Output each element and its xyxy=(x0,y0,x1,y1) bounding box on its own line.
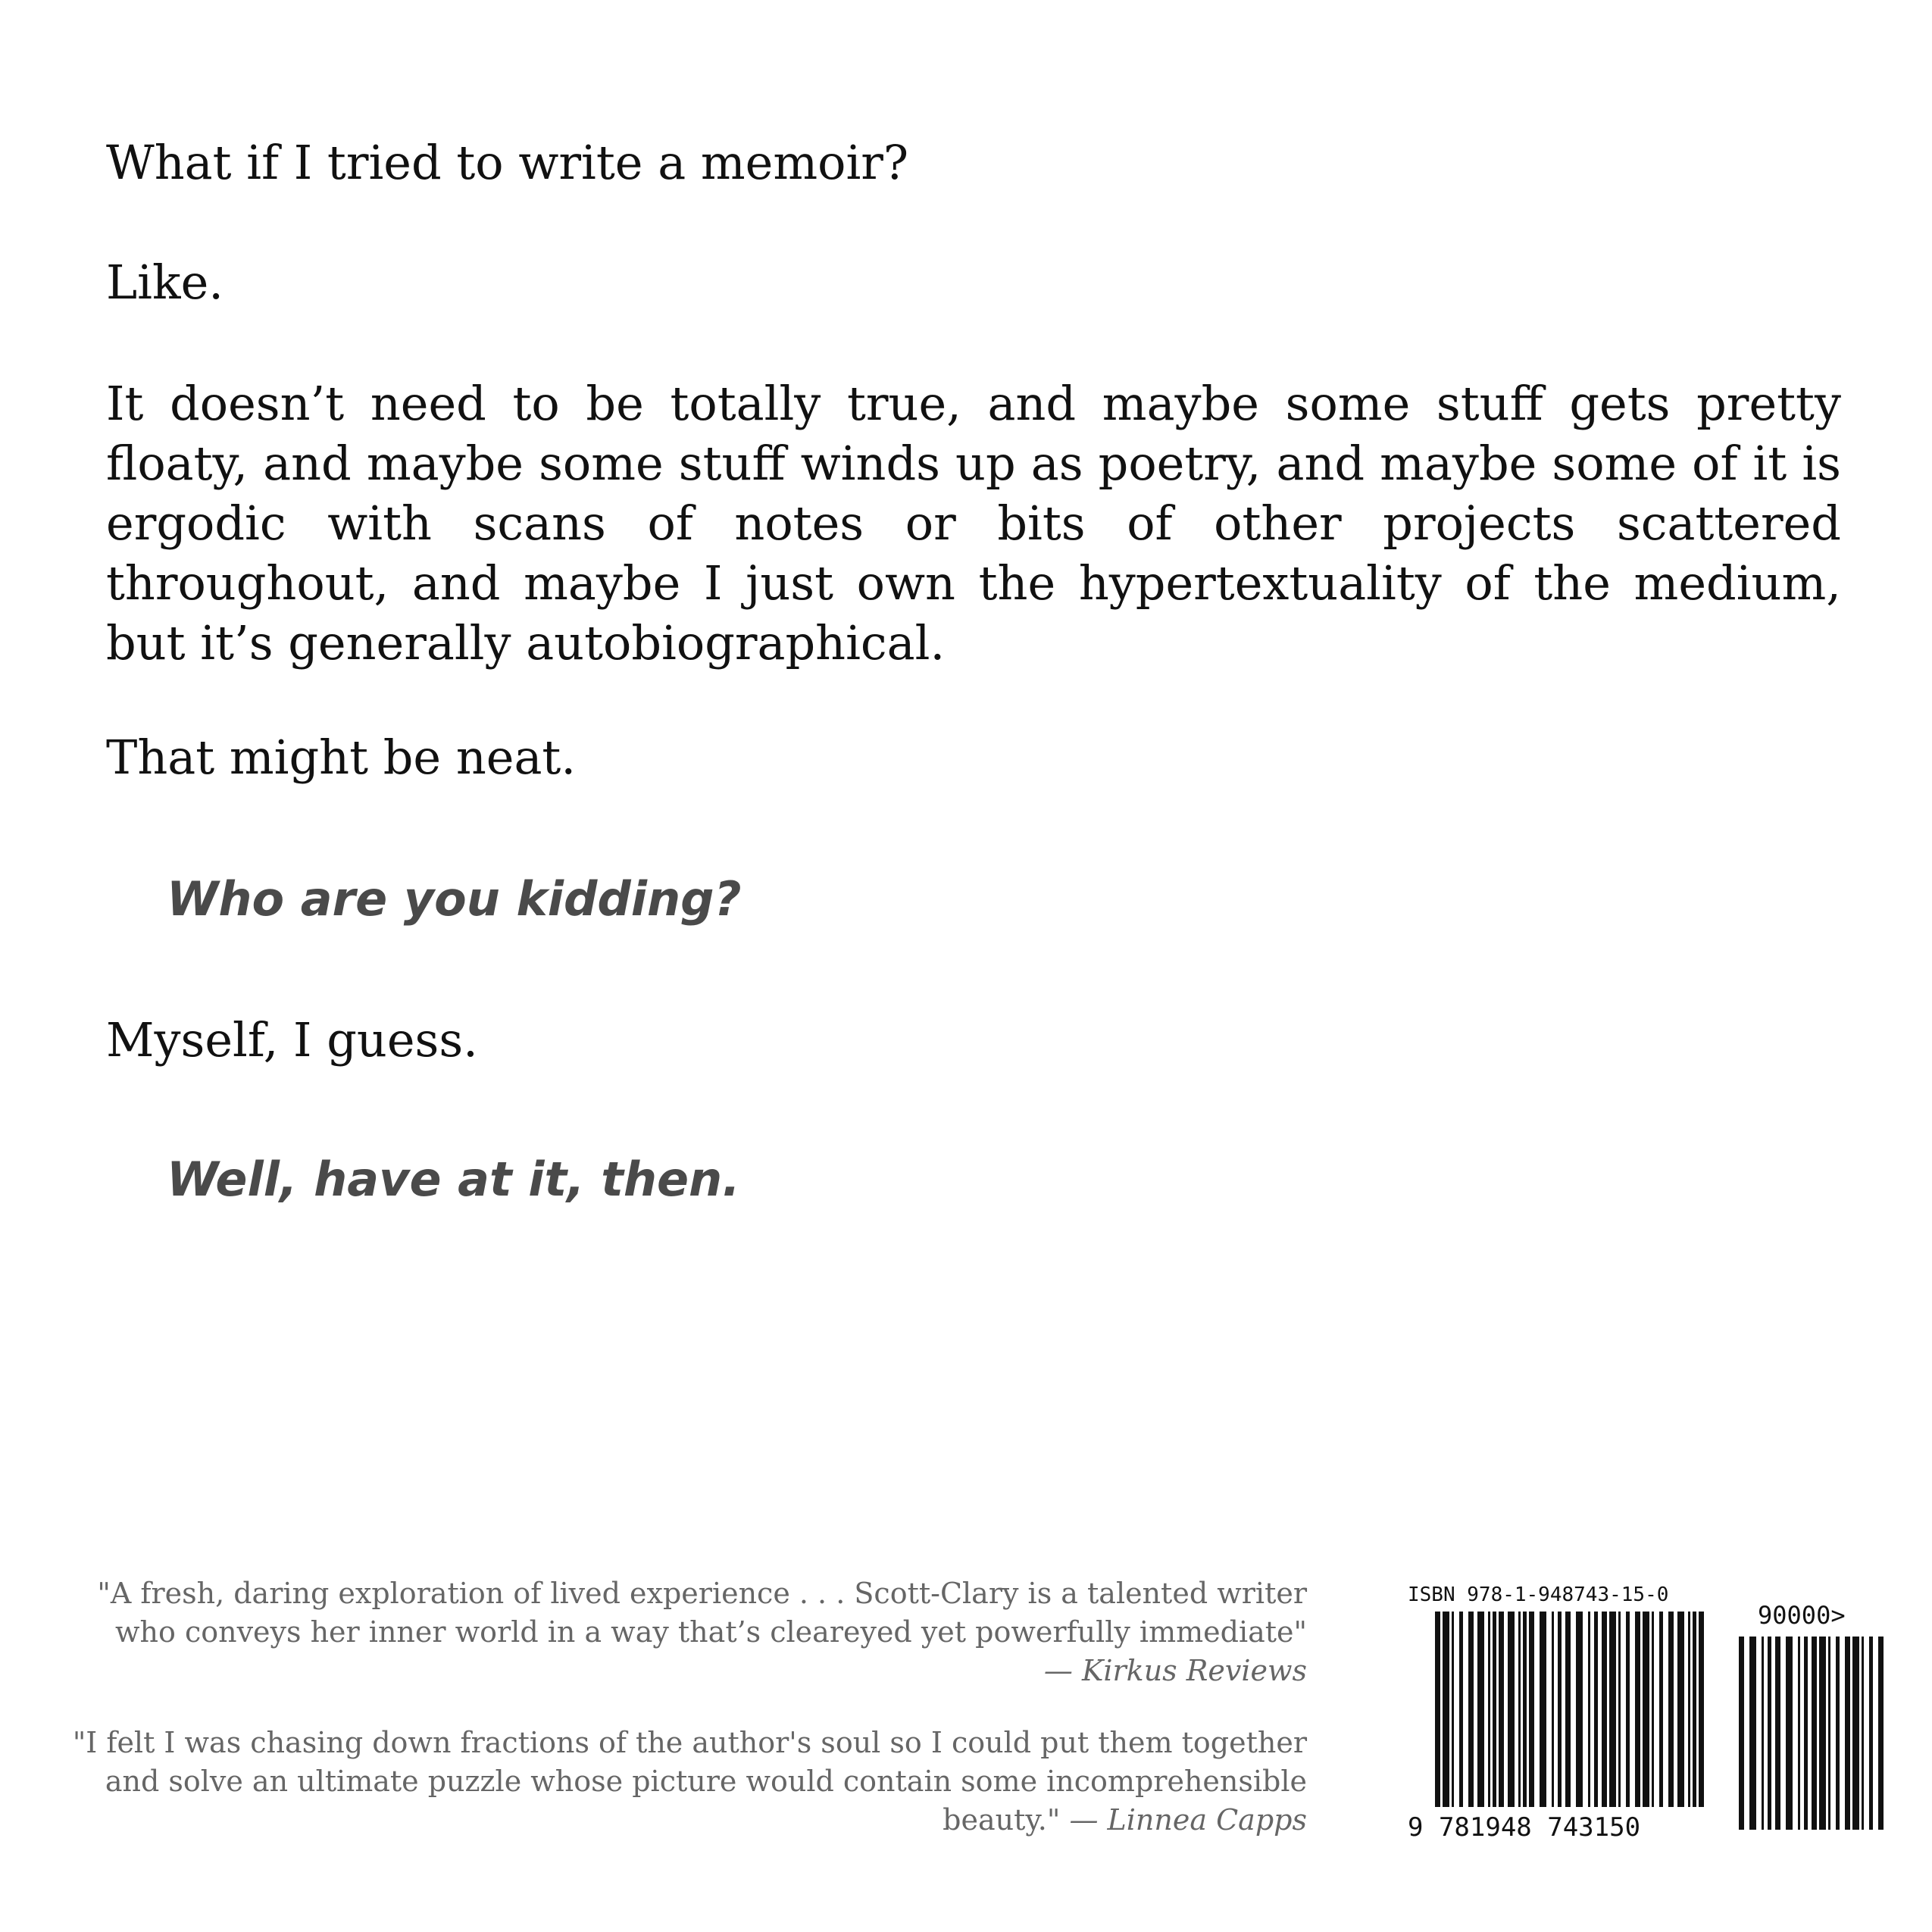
blurb-kirkus xyxy=(57,1574,1307,1690)
barcode-bar xyxy=(1493,1612,1496,1807)
barcode-bar xyxy=(1540,1612,1546,1807)
barcode-bar xyxy=(1668,1612,1674,1807)
barcode-bar xyxy=(1529,1612,1534,1807)
barcode-bar xyxy=(1862,1637,1864,1830)
neat-line: That might be neat. xyxy=(106,730,577,785)
barcode-bar xyxy=(1552,1612,1554,1807)
barcode-bar xyxy=(1558,1612,1562,1807)
barcode-bar xyxy=(1869,1637,1873,1830)
barcode-bar xyxy=(1786,1637,1793,1830)
barcode-bar xyxy=(1523,1612,1527,1807)
main-digits: 9 781948 743150 xyxy=(1408,1812,1641,1843)
memoir-paragraph: It doesn’t need to be totally true, and maybe some stuff gets pretty floaty, and maybe some stuff winds up as poetry, and maybe some of it is ergodic with scans of notes or bits of other projects scattered throughout, and maybe I just own the hypertextuality of the medium, but it’s generally autobiographical. xyxy=(106,376,1841,671)
barcode-bar xyxy=(1878,1637,1884,1830)
isbn-barcode xyxy=(1402,1580,1894,1845)
inner-voice-reply: Well, have at it, then. xyxy=(167,1152,740,1207)
blurb-capps-source: — Linnea Capps xyxy=(1069,1803,1307,1837)
barcode-bar xyxy=(1659,1612,1663,1807)
barcode-bar xyxy=(1804,1637,1808,1830)
barcode-bar xyxy=(1688,1612,1690,1807)
main-barcode-bars xyxy=(1435,1612,1704,1807)
barcode-bar xyxy=(1852,1637,1859,1830)
barcode-bar xyxy=(1836,1637,1840,1830)
barcode-bar xyxy=(1477,1612,1484,1807)
barcode-bar xyxy=(1845,1637,1850,1830)
barcode-bar xyxy=(1643,1612,1649,1807)
blurb-capps xyxy=(57,1724,1307,1840)
inner-voice-question: Who are you kidding? xyxy=(167,871,742,927)
barcode-bar xyxy=(1452,1612,1454,1807)
myself-line: Myself, I guess. xyxy=(106,1012,478,1068)
barcode-bar xyxy=(1435,1612,1440,1807)
barcode-bar xyxy=(1635,1612,1640,1807)
barcode-bar xyxy=(1626,1612,1630,1807)
barcode-bar xyxy=(1488,1612,1490,1807)
barcode-bar xyxy=(1775,1637,1780,1830)
barcode-bar xyxy=(1565,1612,1571,1807)
barcode-bar xyxy=(1699,1612,1704,1807)
barcode-bar xyxy=(1468,1612,1474,1807)
barcode-bar xyxy=(1443,1612,1449,1807)
blurb-kirkus-source: — Kirkus Reviews xyxy=(1043,1654,1307,1687)
barcode-bar xyxy=(1819,1637,1826,1830)
barcode-bar xyxy=(1812,1637,1817,1830)
barcode-bar xyxy=(1652,1612,1654,1807)
barcode-graphic xyxy=(1402,1580,1894,1845)
barcode-bar xyxy=(1508,1612,1515,1807)
blurb-capps-quote: "I felt I was chasing down fractions of the author's soul so I could put them together and solve an ultimate puzzle whose picture would contain some incomprehensible beauty." xyxy=(72,1726,1307,1837)
barcode-bar xyxy=(1693,1612,1696,1807)
barcode-bar xyxy=(1768,1637,1771,1830)
addon-digits: 90000> xyxy=(1758,1601,1846,1630)
barcode-bar xyxy=(1749,1637,1756,1830)
barcode-bar xyxy=(1798,1637,1800,1830)
barcode-bar xyxy=(1588,1612,1590,1807)
barcode-bar xyxy=(1828,1637,1830,1830)
barcode-bar xyxy=(1499,1612,1504,1807)
addon-barcode-bars xyxy=(1739,1637,1884,1830)
like-line: Like. xyxy=(106,255,224,310)
barcode-bar xyxy=(1594,1612,1598,1807)
barcode-bar xyxy=(1739,1637,1744,1830)
opening-question: What if I tried to write a memoir? xyxy=(106,135,909,190)
barcode-bar xyxy=(1518,1612,1521,1807)
barcode-bar xyxy=(1762,1637,1764,1830)
barcode-bar xyxy=(1576,1612,1583,1807)
barcode-bar xyxy=(1459,1612,1463,1807)
blurb-kirkus-quote: "A fresh, daring exploration of lived experience . . . Scott-Clary is a talented writer who conveys her inner world in a way that’s cleareyed yet powerfully immediate" xyxy=(97,1577,1307,1649)
barcode-bar xyxy=(1609,1612,1616,1807)
isbn-label: ISBN 978-1-948743-15-0 xyxy=(1408,1583,1669,1606)
barcode-bar xyxy=(1618,1612,1621,1807)
barcode-bar xyxy=(1602,1612,1607,1807)
barcode-bar xyxy=(1677,1612,1684,1807)
